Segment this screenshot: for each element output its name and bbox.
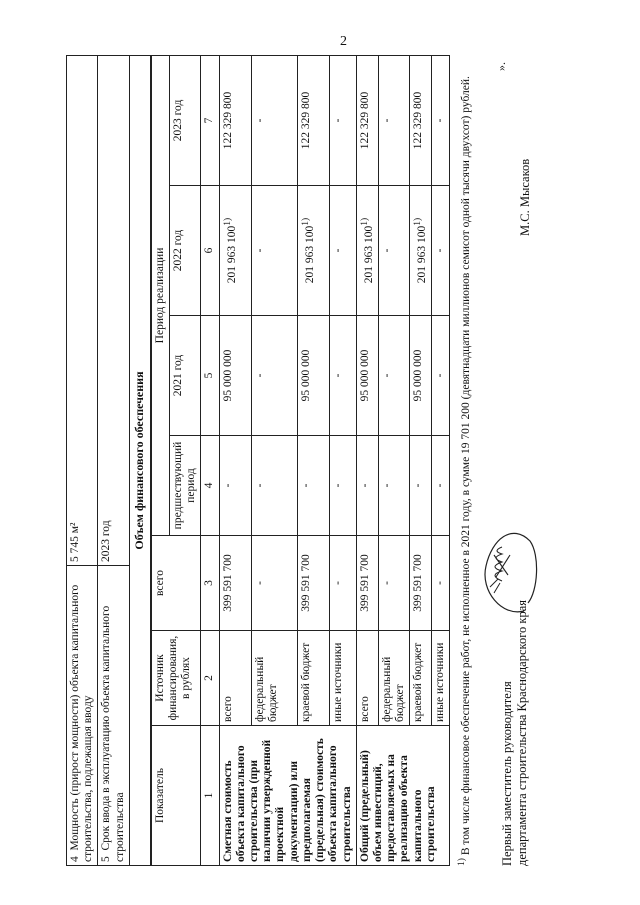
header-indicator: Показатель bbox=[151, 726, 201, 866]
indicator-cell: Общий (предельный) объем инвестиций, предоставляемых на реализацию объекта капитального строительства bbox=[356, 726, 450, 866]
passport-label: Мощность (прирост мощности) объекта капитального строительства, подлежащая вводу bbox=[69, 584, 95, 862]
value-2021-cell-value: 95 000 000 bbox=[299, 349, 312, 402]
value-2021-cell bbox=[378, 316, 409, 436]
total-cell bbox=[356, 536, 378, 631]
finance-row bbox=[219, 55, 251, 865]
passport-row-label bbox=[98, 566, 129, 866]
column-number: 1 bbox=[201, 726, 219, 866]
value-2021-cell bbox=[219, 316, 251, 436]
finance-row bbox=[356, 55, 378, 865]
total-cell bbox=[378, 536, 409, 631]
value-2022-cell bbox=[410, 186, 432, 316]
value-2022-cell-value: - bbox=[332, 248, 345, 253]
value-2023-cell bbox=[330, 55, 357, 185]
total-cell-value: 399 591 700 bbox=[221, 554, 234, 612]
value-2023-cell-value: 122 329 800 bbox=[221, 91, 234, 150]
column-number: 5 bbox=[201, 316, 219, 436]
header-period: Период реализации bbox=[151, 55, 169, 535]
source-cell-value: иные источники bbox=[434, 642, 447, 722]
source-cell bbox=[378, 631, 409, 726]
passport-row-4 bbox=[67, 56, 98, 866]
value-2022-cell-value: 201 963 100 bbox=[225, 225, 238, 284]
source-cell bbox=[251, 631, 297, 726]
total-cell bbox=[251, 536, 297, 631]
signatory-title-line: департамента строительства Краснодарского края bbox=[515, 599, 530, 866]
value-2021-cell-value: 95 000 000 bbox=[221, 349, 234, 402]
value-2021-cell-value: 95 000 000 bbox=[412, 349, 425, 402]
value-2022-cell bbox=[330, 186, 357, 316]
header-prev: предшествующий период bbox=[169, 436, 200, 536]
source-cell bbox=[410, 631, 432, 726]
total-cell-value: 399 591 700 bbox=[299, 554, 312, 612]
value-2021-cell bbox=[251, 316, 297, 436]
value-2023-cell-value: 122 329 800 bbox=[412, 91, 425, 150]
prev-period-cell bbox=[251, 436, 297, 536]
value-2023-cell-value: - bbox=[332, 118, 345, 123]
passport-row-label bbox=[67, 566, 98, 866]
total-cell-value: 399 591 700 bbox=[358, 554, 371, 612]
signature-block bbox=[493, 56, 570, 866]
value-2021-cell bbox=[432, 316, 450, 436]
header-2023: 2023 год bbox=[169, 55, 200, 185]
source-cell-value: краевой бюджет bbox=[412, 642, 425, 722]
source-cell bbox=[432, 631, 450, 726]
source-cell bbox=[297, 631, 329, 726]
source-cell bbox=[219, 631, 251, 726]
column-number: 2 bbox=[201, 631, 219, 726]
value-2023-cell bbox=[219, 55, 251, 185]
total-cell-value: - bbox=[253, 581, 266, 585]
prev-period-cell bbox=[330, 436, 357, 536]
value-2023-cell bbox=[297, 55, 329, 185]
passport-row-5 bbox=[98, 56, 129, 866]
prev-period-cell-value: - bbox=[299, 483, 312, 488]
column-number: 6 bbox=[201, 186, 219, 316]
value-2022-cell-value: - bbox=[434, 248, 447, 253]
value-2022-cell-value: - bbox=[253, 248, 266, 253]
value-2023-cell bbox=[432, 55, 450, 185]
handwritten-signature bbox=[472, 511, 542, 621]
value-2023-cell-value: - bbox=[434, 118, 447, 123]
signatory-title bbox=[500, 600, 531, 866]
prev-period-cell-value: - bbox=[221, 483, 234, 488]
signatory-title-line: Первый заместитель руководителя bbox=[499, 681, 514, 866]
value-2022-cell-value: 201 963 100 bbox=[416, 225, 429, 284]
source-cell-value: всего bbox=[221, 696, 234, 722]
value-2023-cell-value: - bbox=[380, 118, 393, 123]
value-2021-cell bbox=[297, 316, 329, 436]
row-number: 4 bbox=[69, 856, 81, 862]
prev-period-cell-value: - bbox=[380, 483, 393, 488]
value-2021-cell-value: - bbox=[434, 373, 447, 378]
value-2022-cell-value: 201 963 100 bbox=[303, 225, 316, 284]
column-number: 7 bbox=[201, 55, 219, 185]
total-cell bbox=[330, 536, 357, 631]
footnote-ref: 1) bbox=[221, 217, 233, 226]
indicator-cell: Сметная стоимость объекта капитального строительства (при наличии утвержденной проектной документации) или предполагаемая (предельная) стоимость объекта капитального строительства bbox=[219, 726, 356, 866]
footnote-marker: 1) bbox=[456, 858, 468, 866]
footnote-ref: 1) bbox=[358, 217, 370, 226]
source-cell-value: федеральный бюджет bbox=[380, 656, 406, 722]
source-cell bbox=[330, 631, 357, 726]
source-cell-value: иные источники bbox=[332, 642, 345, 722]
value-2023-cell bbox=[251, 55, 297, 185]
page-number: 2 bbox=[340, 34, 347, 49]
value-2022-cell bbox=[356, 186, 378, 316]
value-2023-cell bbox=[356, 55, 378, 185]
source-cell-value: федеральный бюджет bbox=[253, 656, 280, 722]
header-total: всего bbox=[151, 536, 201, 631]
column-number: 3 bbox=[201, 536, 219, 631]
source-cell-value: всего bbox=[358, 696, 371, 722]
passport-value: 2023 год bbox=[98, 56, 129, 566]
footnote-ref: 1) bbox=[412, 217, 424, 226]
total-cell-value: - bbox=[332, 581, 345, 585]
value-2022-cell bbox=[219, 186, 251, 316]
prev-period-cell-value: - bbox=[253, 483, 266, 488]
row-number: 5 bbox=[100, 856, 113, 862]
value-2021-cell-value: - bbox=[332, 373, 345, 378]
finance-table bbox=[151, 55, 451, 866]
prev-period-cell bbox=[297, 436, 329, 536]
value-2022-cell-value: - bbox=[380, 248, 393, 253]
value-2023-cell-value: 122 329 800 bbox=[358, 91, 371, 150]
value-2022-cell bbox=[297, 186, 329, 316]
prev-period-cell bbox=[378, 436, 409, 536]
total-cell-value: - bbox=[380, 581, 393, 585]
prev-period-cell-value: - bbox=[332, 483, 345, 488]
total-cell bbox=[219, 536, 251, 631]
footnote-ref: 1) bbox=[299, 217, 311, 226]
value-2021-cell-value: 95 000 000 bbox=[358, 349, 371, 402]
header-source: Источник финансирования, в рублях bbox=[151, 631, 201, 726]
finance-caption: Объем финансового обеспечения bbox=[129, 56, 150, 866]
value-2021-cell bbox=[356, 316, 378, 436]
value-2022-cell bbox=[432, 186, 450, 316]
rotated-sheet bbox=[66, 56, 571, 866]
passport-table bbox=[66, 55, 151, 866]
total-cell bbox=[297, 536, 329, 631]
value-2023-cell-value: 122 329 800 bbox=[299, 91, 312, 150]
source-cell bbox=[356, 631, 378, 726]
value-2021-cell-value: - bbox=[253, 373, 266, 378]
closing-quote: ». bbox=[493, 62, 508, 71]
footnote-text: В том числе финансовое обеспечение работ, не исполненное в 2021 году, в сумме 19 701 200 (девятнадцати миллионов семисот одной тысячи двухсот) рублей. bbox=[460, 76, 473, 859]
prev-period-cell-value: - bbox=[358, 483, 371, 488]
value-2021-cell-value: - bbox=[380, 373, 393, 378]
total-cell-value: - bbox=[434, 581, 447, 585]
finance-header-row-1 bbox=[151, 55, 169, 865]
prev-period-cell-value: - bbox=[412, 483, 425, 488]
passport-label: Срок ввода в эксплуатацию объекта капитального строительства bbox=[100, 605, 126, 862]
prev-period-cell bbox=[356, 436, 378, 536]
column-number: 4 bbox=[201, 436, 219, 536]
source-cell-value: краевой бюджет bbox=[299, 642, 312, 722]
prev-period-cell bbox=[432, 436, 450, 536]
value-2021-cell bbox=[330, 316, 357, 436]
total-cell bbox=[432, 536, 450, 631]
header-2022: 2022 год bbox=[169, 186, 200, 316]
value-2023-cell bbox=[378, 55, 409, 185]
value-2023-cell-value: - bbox=[253, 118, 266, 123]
prev-period-cell bbox=[219, 436, 251, 536]
value-2021-cell bbox=[410, 316, 432, 436]
signatory-name: М.С. Мысаков bbox=[517, 158, 532, 236]
passport-value: 5 745 м² bbox=[67, 56, 98, 566]
footnote bbox=[456, 56, 473, 866]
column-number-row bbox=[201, 55, 219, 865]
header-2021: 2021 год bbox=[169, 316, 200, 436]
value-2023-cell bbox=[410, 55, 432, 185]
value-2022-cell-value: 201 963 100 bbox=[362, 225, 375, 284]
finance-caption-row bbox=[129, 56, 150, 866]
prev-period-cell bbox=[410, 436, 432, 536]
total-cell-value: 399 591 700 bbox=[412, 554, 425, 612]
value-2022-cell bbox=[378, 186, 409, 316]
value-2022-cell bbox=[251, 186, 297, 316]
total-cell bbox=[410, 536, 432, 631]
prev-period-cell-value: - bbox=[434, 483, 447, 488]
